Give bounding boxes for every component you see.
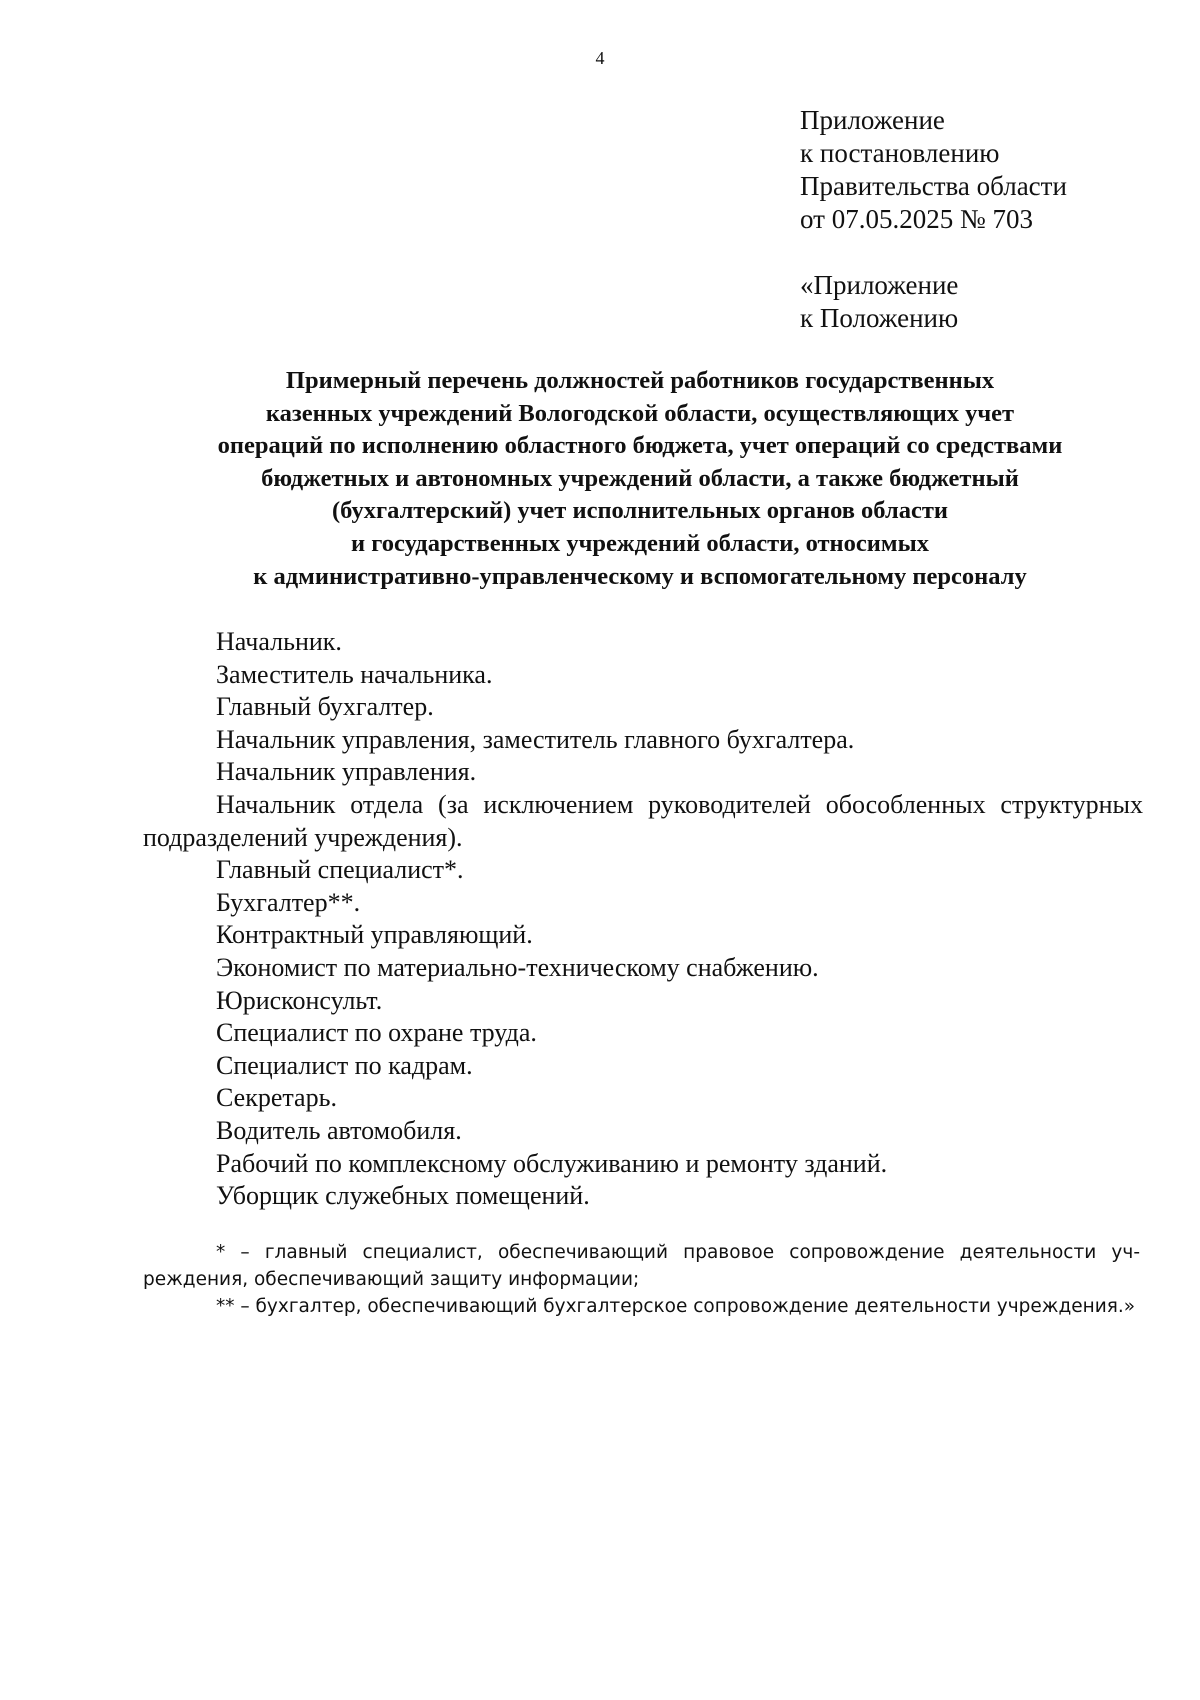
- footnote: ** – бухгалтер, обеспечивающий бухгалтерское сопровождение деятельности учреждения.»: [216, 1296, 1136, 1317]
- inner-appendix-line: к Положению: [800, 303, 959, 333]
- position-item: Специалист по охране труда.: [216, 1018, 537, 1048]
- title-line: казенных учреждений Вологодской области, осуществляющих учет: [265, 399, 1015, 427]
- position-item: Экономист по материально-техническому снабжению.: [216, 952, 819, 982]
- position-item: Заместитель начальника.: [216, 659, 493, 689]
- title-line: операций по исполнению областного бюджета, учет операций со средствами: [217, 432, 1063, 460]
- position-item: Секретарь.: [216, 1083, 337, 1113]
- position-item: Уборщик служебных помещений.: [216, 1181, 590, 1211]
- appendix-line: от 07.05.2025 № 703: [800, 204, 1033, 234]
- position-item: Главный специалист*.: [216, 855, 464, 885]
- inner-appendix-line: «Приложение: [800, 270, 959, 300]
- position-item: Контрактный управляющий.: [216, 920, 533, 950]
- position-item: Юрисконсульт.: [216, 985, 383, 1015]
- position-item: Главный бухгалтер.: [216, 692, 434, 722]
- title-line: Примерный перечень должностей работников государственных: [285, 367, 995, 394]
- page-number: 4: [595, 48, 605, 68]
- positions-list: [143, 626, 1143, 1213]
- position-item: Специалист по кадрам.: [216, 1050, 473, 1080]
- title-line: к административно-управленческому и вспомогательному персоналу: [253, 562, 1027, 590]
- position-item: Рабочий по комплексному обслуживанию и ремонту зданий.: [216, 1148, 888, 1178]
- title-line: бюджетных и автономных учреждений области, а также бюджетный: [261, 464, 1019, 492]
- appendix-gap: [800, 236, 1067, 269]
- appendix-block: [800, 104, 1067, 335]
- appendix-line: Приложение: [800, 105, 945, 135]
- position-item: Начальник управления, заместитель главного бухгалтера.: [216, 724, 855, 754]
- appendix-line: к постановлению: [800, 138, 1000, 168]
- appendix-line: Правительства области: [800, 171, 1067, 201]
- title-line: и государственных учреждений области, относимых: [351, 529, 929, 557]
- footnotes: [143, 1239, 1140, 1320]
- position-item: Начальник отдела (за исключением руководителей обособленных структурных подразделений учреждения).: [143, 789, 1143, 852]
- position-item: Начальник управления.: [216, 757, 477, 787]
- document-title: [130, 365, 1150, 593]
- position-item: Бухгалтер**.: [216, 887, 361, 917]
- position-item: Водитель автомобиля.: [216, 1115, 462, 1145]
- title-line: (бухгалтерский) учет исполнительных органов области: [332, 497, 948, 525]
- footnote: * – главный специалист, обеспечивающий правовое сопровождение деятельности учреждения, обеспечивающий защиту информации;: [143, 1242, 1140, 1290]
- position-item: Начальник.: [216, 627, 342, 656]
